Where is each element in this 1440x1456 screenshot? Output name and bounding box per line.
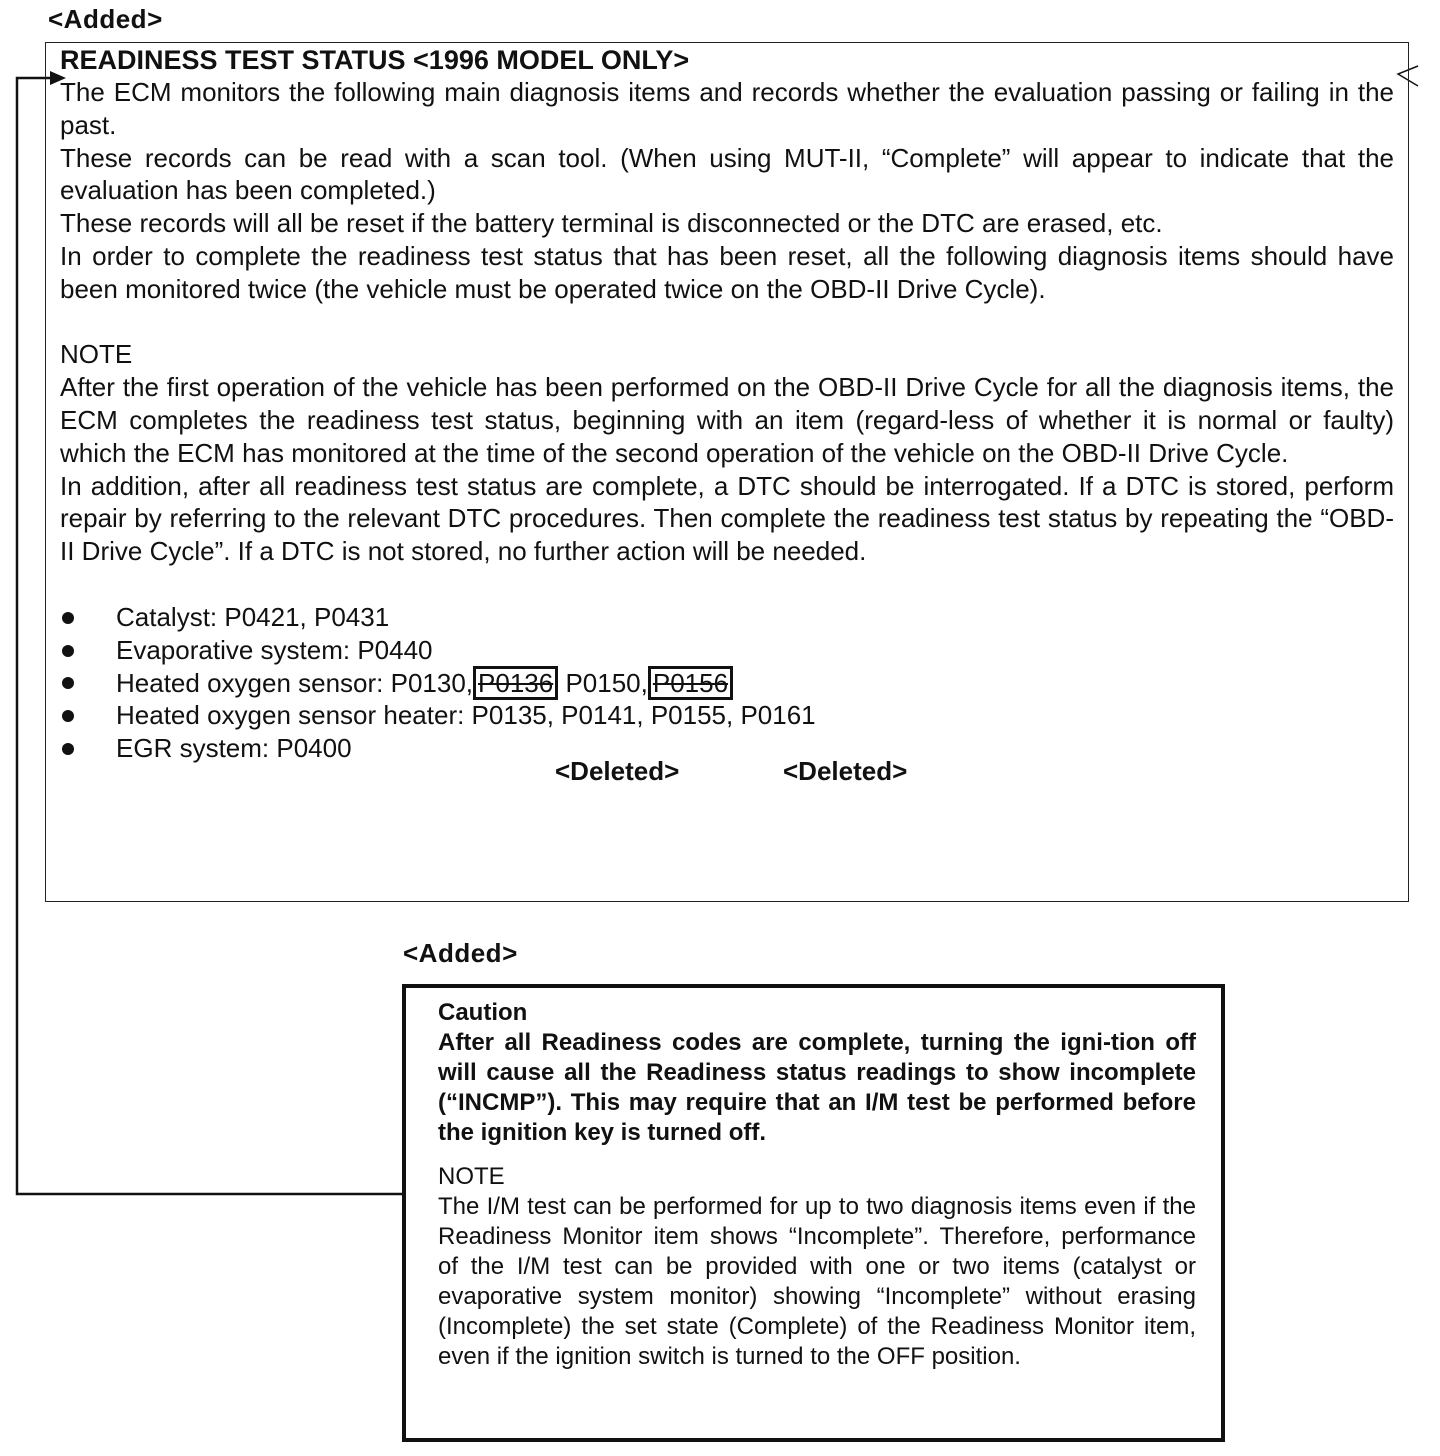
added-tag-top: <Added> <box>48 4 163 34</box>
caution-title: Caution <box>438 999 528 1026</box>
note-paragraph-2: In addition, after all readiness test status are complete, a DTC should be interrogated. If a DTC is stored, perform repair by referring to the relevant DTC procedures. Then complete the readiness test status by repeating the “OBD-II Drive Cycle”. If a DTC is not stored, no further action will be needed. <box>60 470 1394 567</box>
item-ho2s-mid: P0150, <box>565 668 648 699</box>
added-tag-caution: <Added> <box>403 938 518 968</box>
item-catalyst: Catalyst: P0421, P0431 <box>116 601 390 632</box>
list-item <box>60 601 1394 634</box>
paragraph-3: These records will all be reset if the battery terminal is disconnected or the DTC are erased, etc. <box>60 208 1163 239</box>
deleted-tag-1: <Deleted> <box>555 756 680 786</box>
diagnosis-items-list <box>60 601 1394 765</box>
list-item <box>60 732 1394 765</box>
caution-body: After all Readiness codes are complete, turning the igni-tion off will cause all the Readiness status readings to show incomplete (“INCMP”). This may require that an I/M test be performed before the ignition key is turned off. <box>438 1029 1196 1146</box>
list-item <box>60 699 1394 732</box>
item-egr: EGR system: P0400 <box>116 732 352 763</box>
bullet-icon <box>62 677 74 689</box>
caution-box <box>402 984 1225 1442</box>
item-evap: Evaporative system: P0440 <box>116 634 433 665</box>
readiness-section-content <box>60 44 1394 765</box>
deleted-code-2: P0156 <box>648 666 733 700</box>
caution-note-label: NOTE <box>438 1163 505 1190</box>
bullet-icon <box>62 710 74 722</box>
list-item <box>60 666 1394 699</box>
note-paragraph-1: After the first operation of the vehicle has been performed on the OBD-II Drive Cycle for all the diagnosis items, the ECM completes the readiness test status, beginning with an item (regard-less of whether it is normal or faulty) which the ECM has monitored at the time of the second operation of the vehicle on the OBD-II Drive Cycle. <box>60 372 1394 468</box>
paragraph-2: These records can be read with a scan tool. (When using MUT-II, “Complete” will appear to indicate that the evaluation has been completed.) <box>60 142 1394 206</box>
deleted-code-1: P0136 <box>473 666 558 700</box>
item-heater: Heated oxygen sensor heater: P0135, P0141, P0155, P0161 <box>116 700 816 731</box>
bullet-icon <box>62 612 74 624</box>
note-label: NOTE <box>60 339 133 370</box>
section-heading: READINESS TEST STATUS <1996 MODEL ONLY> <box>60 45 690 75</box>
item-ho2s-prefix: Heated oxygen sensor: P0130, <box>116 668 474 699</box>
list-item <box>60 634 1394 667</box>
bullet-icon <box>62 743 74 755</box>
paragraph-4: In order to complete the readiness test status that has been reset, all the following diagnosis items should have been monitored twice (the vehicle must be operated twice on the OBD-II Drive Cycle). <box>60 240 1394 304</box>
paragraph-1: The ECM monitors the following main diagnosis items and records whether the evaluation passing or failing in the past. <box>60 77 1394 140</box>
caution-note-body: The I/M test can be performed for up to two diagnosis items even if the Readiness Monitor item shows “Incomplete”. Therefore, performance of the I/M test can be provided with one or two items (catalyst or evaporative system monitor) showing “Incomplete” without erasing (Incomplete) the set state (Complete) of the Readiness Monitor item, even if the ignition switch is turned to the OFF position. <box>438 1193 1196 1370</box>
bullet-icon <box>62 645 74 657</box>
deleted-tag-2: <Deleted> <box>783 756 908 786</box>
